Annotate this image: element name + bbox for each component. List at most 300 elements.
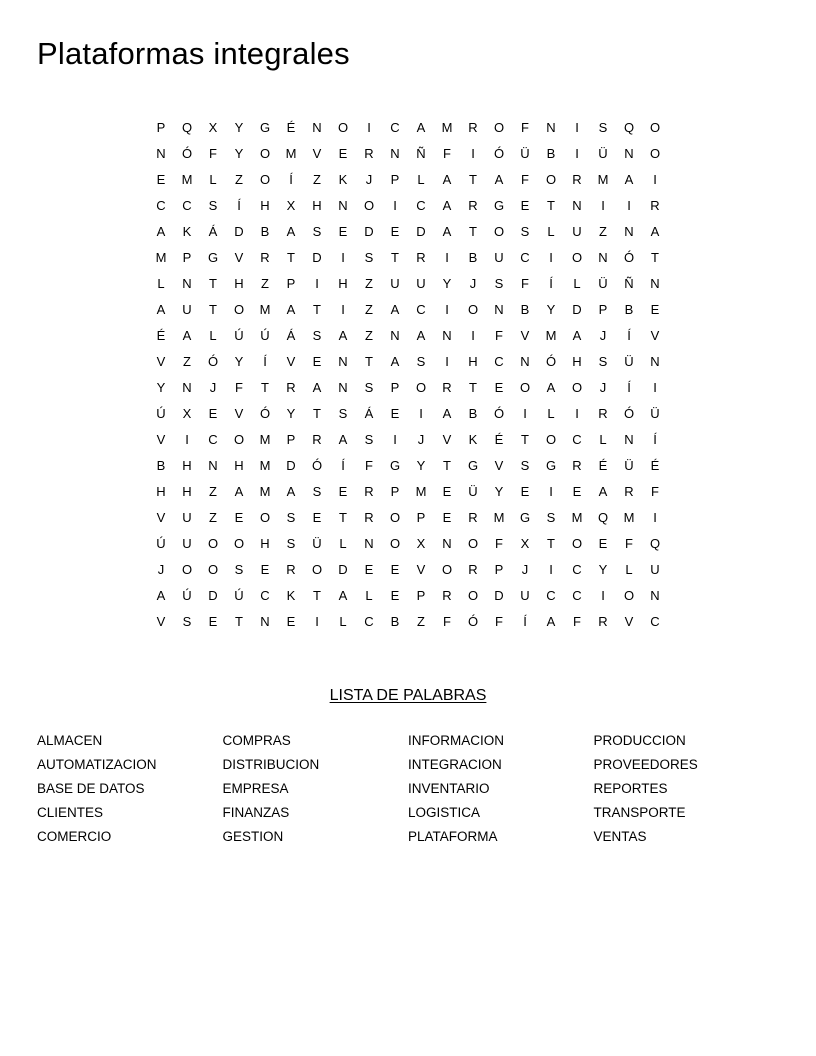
- grid-cell: R: [598, 406, 608, 421]
- grid-cell: C: [520, 250, 530, 265]
- grid-cell: A: [546, 380, 556, 395]
- grid-cell: Ó: [493, 406, 505, 421]
- grid-cell: R: [260, 250, 270, 265]
- grid-cell: N: [182, 276, 192, 291]
- grid-cell: R: [364, 484, 374, 499]
- grid-cell: A: [286, 484, 296, 499]
- grid-cell: O: [337, 120, 349, 135]
- grid-cell: E: [312, 510, 322, 525]
- grid-cell: F: [521, 172, 529, 187]
- grid-cell: T: [313, 406, 321, 421]
- grid-cell: O: [389, 510, 401, 525]
- grid-cell: E: [338, 146, 348, 161]
- grid-cell: T: [521, 432, 529, 447]
- grid-cell: I: [393, 432, 397, 447]
- grid-cell: F: [651, 484, 659, 499]
- grid-cell: É: [156, 328, 166, 343]
- grid-cell: V: [286, 354, 296, 369]
- grid-cell: A: [442, 198, 452, 213]
- grid-cell: D: [286, 458, 296, 473]
- grid-cell: U: [182, 536, 192, 551]
- grid-cell: I: [549, 562, 553, 577]
- grid-cell: L: [547, 406, 555, 421]
- grid-cell: R: [286, 380, 296, 395]
- grid-cell: N: [442, 536, 452, 551]
- grid-cell: I: [341, 302, 345, 317]
- grid-cell: É: [650, 458, 660, 473]
- grid-cell: C: [546, 588, 556, 603]
- grid-cell: Ó: [467, 614, 479, 629]
- grid-cell: Ú: [234, 328, 244, 343]
- grid-cell: Ó: [181, 146, 193, 161]
- grid-cell: D: [572, 302, 582, 317]
- grid-cell: J: [209, 380, 217, 395]
- grid-cell: Ú: [260, 328, 270, 343]
- grid-cell: D: [208, 588, 218, 603]
- grid-cell: N: [182, 380, 192, 395]
- grid-cell: O: [493, 120, 505, 135]
- grid-cell: E: [364, 562, 374, 577]
- grid-cell: E: [390, 224, 400, 239]
- grid-cell: M: [571, 510, 583, 525]
- grid-cell: Ü: [520, 146, 530, 161]
- grid-cell: N: [624, 146, 634, 161]
- grid-cell: I: [575, 146, 579, 161]
- grid-cell: V: [442, 432, 452, 447]
- grid-cell: Ú: [156, 406, 166, 421]
- grid-cell: G: [389, 458, 401, 473]
- grid-cell: O: [389, 536, 401, 551]
- grid-cell: M: [285, 146, 297, 161]
- grid-cell: T: [547, 198, 555, 213]
- grid-cell: P: [390, 172, 400, 187]
- grid-cell: T: [391, 250, 399, 265]
- grid-cell: O: [441, 562, 453, 577]
- grid-cell: A: [338, 432, 348, 447]
- grid-cell: C: [182, 198, 192, 213]
- grid-cell: R: [624, 484, 634, 499]
- grid-cell: X: [286, 198, 296, 213]
- grid-cell: Q: [649, 536, 661, 551]
- grid-cell: Í: [627, 380, 631, 395]
- grid-cell: O: [363, 198, 375, 213]
- grid-cell: O: [207, 562, 219, 577]
- grid-cell: T: [547, 536, 555, 551]
- grid-cell: V: [624, 614, 634, 629]
- grid-cell: E: [520, 484, 530, 499]
- grid-cell: Ü: [624, 354, 634, 369]
- grid-cell: E: [286, 614, 296, 629]
- grid-cell: S: [312, 328, 322, 343]
- grid-cell: R: [468, 510, 478, 525]
- grid-cell: L: [599, 432, 607, 447]
- grid-cell: U: [650, 562, 660, 577]
- grid-cell: B: [624, 302, 634, 317]
- grid-cell: D: [364, 224, 374, 239]
- grid-cell: O: [259, 172, 271, 187]
- word-list-item: EMPRESA: [222, 781, 289, 796]
- grid-cell: C: [416, 302, 426, 317]
- grid-cell: O: [181, 562, 193, 577]
- grid-cell: T: [235, 614, 243, 629]
- grid-cell: P: [416, 510, 426, 525]
- grid-cell: A: [156, 302, 166, 317]
- word-list-item: COMPRAS: [222, 733, 291, 748]
- grid-cell: O: [571, 250, 583, 265]
- grid-cell: B: [260, 224, 270, 239]
- grid-cell: Y: [546, 302, 556, 317]
- grid-cell: N: [520, 354, 530, 369]
- word-list-item: BASE DE DATOS: [37, 781, 145, 796]
- grid-cell: U: [520, 588, 530, 603]
- grid-cell: N: [624, 432, 634, 447]
- grid-cell: C: [650, 614, 660, 629]
- grid-cell: K: [338, 172, 348, 187]
- grid-cell: S: [312, 224, 322, 239]
- grid-cell: I: [549, 250, 553, 265]
- grid-cell: O: [493, 224, 505, 239]
- grid-cell: O: [467, 588, 479, 603]
- grid-cell: K: [286, 588, 296, 603]
- grid-cell: E: [520, 198, 530, 213]
- grid-cell: J: [521, 562, 529, 577]
- grid-cell: Ó: [545, 354, 557, 369]
- grid-cell: L: [339, 614, 347, 629]
- grid-cell: P: [156, 120, 166, 135]
- page-title: Plataformas integrales: [37, 36, 350, 71]
- word-list-item: TRANSPORTE: [593, 805, 686, 820]
- grid-cell: É: [598, 458, 608, 473]
- grid-cell: S: [364, 250, 374, 265]
- grid-cell: I: [315, 276, 319, 291]
- grid-cell: X: [416, 536, 426, 551]
- word-list-item: VENTAS: [593, 829, 647, 844]
- grid-cell: T: [209, 276, 217, 291]
- word-list-item: INVENTARIO: [408, 781, 490, 796]
- grid-cell: F: [521, 276, 529, 291]
- grid-cell: I: [471, 146, 475, 161]
- grid-cell: H: [260, 198, 270, 213]
- grid-cell: Í: [237, 198, 241, 213]
- grid-cell: Z: [209, 510, 217, 525]
- grid-cell: O: [467, 536, 479, 551]
- grid-cell: J: [365, 172, 373, 187]
- grid-cell: Ó: [623, 250, 635, 265]
- grid-cell: S: [208, 198, 218, 213]
- grid-cell: N: [442, 328, 452, 343]
- grid-cell: J: [417, 432, 425, 447]
- grid-cell: N: [260, 614, 270, 629]
- word-list: [37, 729, 797, 849]
- grid-cell: A: [442, 406, 452, 421]
- grid-cell: N: [650, 276, 660, 291]
- grid-cell: T: [469, 380, 477, 395]
- grid-cell: Z: [183, 354, 191, 369]
- grid-cell: O: [545, 172, 557, 187]
- grid-cell: Ñ: [624, 276, 634, 291]
- grid-cell: Ó: [623, 406, 635, 421]
- grid-cell: F: [495, 614, 503, 629]
- grid-cell: B: [520, 302, 530, 317]
- grid-cell: Z: [365, 302, 373, 317]
- grid-cell: T: [313, 302, 321, 317]
- grid-cell: P: [494, 562, 504, 577]
- grid-cell: E: [442, 484, 452, 499]
- grid-cell: L: [547, 224, 555, 239]
- grid-cell: O: [467, 302, 479, 317]
- grid-cell: F: [573, 614, 581, 629]
- grid-cell: F: [521, 120, 529, 135]
- grid-cell: E: [208, 614, 218, 629]
- grid-cell: N: [572, 198, 582, 213]
- grid-cell: J: [599, 328, 607, 343]
- grid-cell: R: [364, 510, 374, 525]
- grid-cell: Ó: [259, 406, 271, 421]
- word-list-heading-text: LISTA DE PALABRAS: [329, 687, 487, 704]
- grid-cell: O: [519, 380, 531, 395]
- grid-cell: V: [234, 250, 244, 265]
- grid-cell: Ñ: [416, 146, 426, 161]
- grid-cell: L: [573, 276, 581, 291]
- word-search-grid: [148, 115, 668, 635]
- grid-cell: O: [415, 380, 427, 395]
- grid-cell: O: [649, 120, 661, 135]
- grid-cell: D: [416, 224, 426, 239]
- grid-cell: Á: [208, 224, 218, 239]
- grid-cell: E: [338, 224, 348, 239]
- grid-cell: N: [156, 146, 166, 161]
- word-list-item: ALMACEN: [37, 733, 103, 748]
- grid-cell: C: [572, 588, 582, 603]
- grid-cell: I: [419, 406, 423, 421]
- grid-cell: R: [468, 198, 478, 213]
- grid-cell: T: [365, 354, 373, 369]
- grid-cell: Y: [494, 484, 504, 499]
- grid-cell: A: [390, 302, 400, 317]
- grid-cell: T: [287, 250, 295, 265]
- grid-cell: M: [597, 172, 609, 187]
- grid-cell: P: [390, 484, 400, 499]
- word-list-item: AUTOMATIZACION: [37, 757, 157, 772]
- word-list-item: INFORMACION: [408, 733, 504, 748]
- grid-cell: O: [571, 380, 583, 395]
- grid-cell: Á: [286, 328, 296, 343]
- grid-cell: G: [545, 458, 557, 473]
- grid-cell: Á: [364, 406, 374, 421]
- grid-cell: I: [653, 510, 657, 525]
- grid-cell: S: [494, 276, 504, 291]
- grid-cell: I: [627, 198, 631, 213]
- grid-cell: A: [338, 588, 348, 603]
- grid-cell: Y: [442, 276, 452, 291]
- grid-cell: O: [207, 536, 219, 551]
- word-list-item: PROVEEDORES: [593, 757, 698, 772]
- grid-cell: S: [312, 484, 322, 499]
- grid-cell: M: [155, 250, 167, 265]
- grid-cell: F: [495, 328, 503, 343]
- grid-cell: E: [208, 406, 218, 421]
- grid-cell: A: [572, 328, 582, 343]
- grid-cell: E: [338, 484, 348, 499]
- grid-cell: V: [416, 562, 426, 577]
- grid-cell: C: [260, 588, 270, 603]
- grid-cell: Z: [599, 224, 607, 239]
- grid-cell: O: [233, 302, 245, 317]
- grid-cell: V: [156, 510, 166, 525]
- grid-cell: I: [601, 588, 605, 603]
- grid-cell: L: [365, 588, 373, 603]
- grid-cell: O: [233, 536, 245, 551]
- grid-cell: A: [156, 224, 166, 239]
- grid-cell: D: [494, 588, 504, 603]
- grid-cell: R: [364, 146, 374, 161]
- grid-cell: E: [390, 406, 400, 421]
- grid-cell: F: [365, 458, 373, 473]
- grid-cell: Q: [597, 510, 609, 525]
- grid-cell: F: [235, 380, 243, 395]
- grid-cell: H: [234, 458, 244, 473]
- grid-cell: R: [650, 198, 660, 213]
- grid-cell: Z: [235, 172, 243, 187]
- grid-cell: A: [598, 484, 608, 499]
- grid-cell: R: [572, 172, 582, 187]
- grid-cell: S: [364, 380, 374, 395]
- grid-cell: B: [390, 614, 400, 629]
- grid-cell: P: [182, 250, 192, 265]
- grid-cell: I: [185, 432, 189, 447]
- grid-cell: N: [338, 354, 348, 369]
- grid-cell: M: [259, 458, 271, 473]
- grid-cell: H: [260, 536, 270, 551]
- grid-cell: Ü: [468, 484, 478, 499]
- grid-cell: Y: [598, 562, 608, 577]
- grid-cell: H: [182, 458, 192, 473]
- grid-cell: G: [207, 250, 219, 265]
- grid-cell: E: [442, 510, 452, 525]
- grid-cell: S: [546, 510, 556, 525]
- grid-cell: C: [390, 120, 400, 135]
- grid-cell: A: [182, 328, 192, 343]
- grid-cell: T: [443, 458, 451, 473]
- grid-cell: M: [259, 432, 271, 447]
- grid-cell: C: [572, 562, 582, 577]
- grid-cell: N: [650, 354, 660, 369]
- grid-cell: H: [338, 276, 348, 291]
- grid-cell: Í: [627, 328, 631, 343]
- grid-cell: V: [234, 406, 244, 421]
- grid-cell: I: [341, 250, 345, 265]
- grid-cell: Ó: [493, 146, 505, 161]
- grid-cell: L: [209, 328, 217, 343]
- grid-cell: J: [469, 276, 477, 291]
- grid-cell: S: [416, 354, 426, 369]
- grid-cell: M: [259, 302, 271, 317]
- grid-cell: Í: [523, 614, 527, 629]
- grid-cell: O: [259, 146, 271, 161]
- grid-cell: U: [572, 224, 582, 239]
- grid-cell: M: [181, 172, 193, 187]
- grid-cell: A: [312, 380, 322, 395]
- grid-cell: P: [286, 276, 296, 291]
- grid-cell: Y: [416, 458, 426, 473]
- grid-cell: R: [312, 432, 322, 447]
- grid-cell: U: [182, 510, 192, 525]
- grid-cell: X: [208, 120, 218, 135]
- grid-cell: M: [493, 510, 505, 525]
- grid-cell: M: [259, 484, 271, 499]
- grid-cell: T: [469, 172, 477, 187]
- grid-cell: Z: [209, 484, 217, 499]
- grid-cell: A: [624, 172, 634, 187]
- grid-cell: A: [416, 328, 426, 343]
- grid-cell: F: [625, 536, 633, 551]
- grid-cell: C: [572, 432, 582, 447]
- word-list-item: REPORTES: [593, 781, 668, 796]
- grid-cell: Ó: [311, 458, 323, 473]
- grid-cell: X: [182, 406, 192, 421]
- grid-cell: Z: [365, 328, 373, 343]
- grid-cell: H: [182, 484, 192, 499]
- grid-cell: N: [338, 380, 348, 395]
- grid-cell: G: [259, 120, 271, 135]
- grid-cell: T: [261, 380, 269, 395]
- grid-cell: O: [571, 536, 583, 551]
- grid-cell: E: [234, 510, 244, 525]
- word-list-item: COMERCIO: [37, 829, 112, 844]
- grid-cell: Z: [417, 614, 425, 629]
- grid-cell: S: [286, 510, 296, 525]
- grid-cell: Ú: [182, 588, 192, 603]
- grid-cell: N: [312, 120, 322, 135]
- grid-cell: N: [598, 250, 608, 265]
- grid-cell: S: [364, 432, 374, 447]
- grid-cell: S: [598, 120, 608, 135]
- grid-cell: U: [182, 302, 192, 317]
- grid-cell: Z: [261, 276, 269, 291]
- grid-cell: Í: [263, 354, 267, 369]
- grid-cell: M: [415, 484, 427, 499]
- grid-cell: A: [234, 484, 244, 499]
- grid-cell: G: [467, 458, 479, 473]
- grid-cell: F: [443, 614, 451, 629]
- grid-cell: N: [364, 536, 374, 551]
- grid-cell: I: [523, 406, 527, 421]
- grid-cell: G: [519, 510, 531, 525]
- grid-cell: R: [598, 614, 608, 629]
- grid-cell: O: [259, 510, 271, 525]
- grid-cell: Ó: [207, 354, 219, 369]
- grid-cell: S: [520, 458, 530, 473]
- grid-cell: R: [468, 562, 478, 577]
- grid-cell: O: [311, 562, 323, 577]
- grid-cell: J: [157, 562, 165, 577]
- grid-cell: O: [649, 146, 661, 161]
- grid-cell: N: [208, 458, 218, 473]
- grid-cell: Y: [234, 120, 244, 135]
- grid-cell: Ü: [650, 406, 660, 421]
- grid-cell: Ü: [598, 146, 608, 161]
- grid-cell: A: [416, 120, 426, 135]
- grid-cell: A: [442, 172, 452, 187]
- grid-cell: M: [623, 510, 635, 525]
- grid-cell: E: [312, 354, 322, 369]
- grid-cell: R: [442, 588, 452, 603]
- grid-cell: É: [286, 120, 296, 135]
- grid-cell: Í: [549, 276, 553, 291]
- grid-cell: M: [441, 120, 453, 135]
- grid-cell: P: [598, 302, 608, 317]
- grid-cell: J: [599, 380, 607, 395]
